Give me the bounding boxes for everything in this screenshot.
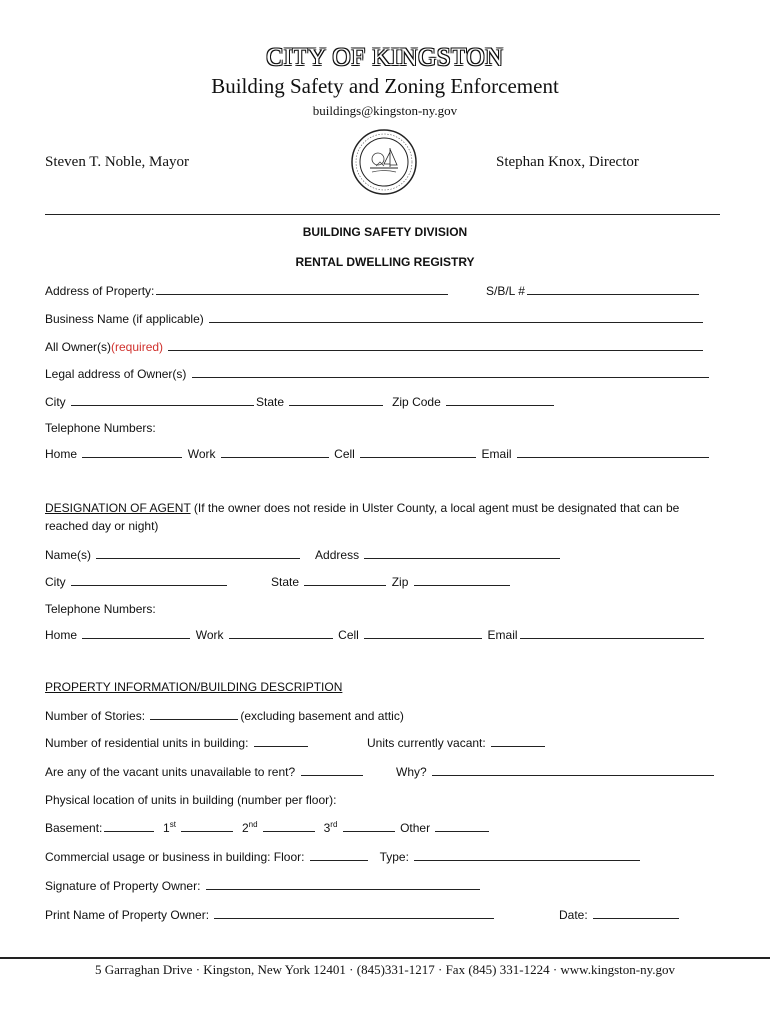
footer-divider <box>0 957 770 959</box>
third-floor-label: 3 <box>323 821 331 835</box>
division-heading: BUILDING SAFETY DIVISION <box>302 225 468 239</box>
business-name-field[interactable] <box>209 311 703 323</box>
agent-note-line-2: reached day or night) <box>45 519 159 533</box>
business-name-label: Business Name (if applicable) <box>45 312 204 326</box>
business-name-row <box>45 311 705 326</box>
why-field[interactable] <box>432 764 714 776</box>
agent-state-field[interactable] <box>304 574 386 586</box>
agent-city-field[interactable] <box>71 574 227 586</box>
physical-location-label: Physical location of units in building (number per floor): <box>45 793 337 807</box>
why-row <box>396 764 716 779</box>
first-floor-suffix: st <box>169 820 176 829</box>
owner-email-field[interactable] <box>517 446 709 458</box>
all-owners-field[interactable] <box>168 339 703 351</box>
date-label: Date: <box>559 908 588 922</box>
agent-cell-field[interactable] <box>364 627 482 639</box>
residential-units-label: Number of residential units in building: <box>45 736 249 750</box>
legal-address-row <box>45 366 711 381</box>
owner-city-field[interactable] <box>71 394 254 406</box>
all-owners-label: All Owner(s) <box>45 340 112 354</box>
form-title: RENTAL DWELLING REGISTRY <box>295 255 475 269</box>
date-row <box>559 907 681 922</box>
signature-row <box>45 878 482 893</box>
all-owners-row <box>45 339 705 354</box>
agent-phones-row <box>45 627 706 642</box>
agent-state-label: State <box>271 575 300 589</box>
sbl-field[interactable] <box>527 283 699 295</box>
owner-zip-field[interactable] <box>446 394 554 406</box>
director-name: Stephan Knox, Director <box>496 154 639 170</box>
agent-zip-label: Zip <box>391 575 409 589</box>
agent-city-row <box>45 574 229 589</box>
agent-work-label: Work <box>195 628 224 642</box>
sbl-label: S/B/L # <box>486 284 525 298</box>
footer-contact: 5 Garraghan Drive · Kingston, New York 12401 · (845)331-1217 · Fax (845) 331-1224 · www.kingston-ny.gov <box>95 962 675 977</box>
owner-home-label: Home <box>45 447 78 461</box>
agent-city-label: City <box>45 575 66 589</box>
department-name: Building Safety and Zoning Enforcement <box>211 74 559 98</box>
signature-label: Signature of Property Owner: <box>45 879 201 893</box>
commercial-type-label: Type: <box>379 850 409 864</box>
agent-note-line-1 <box>45 501 679 515</box>
residential-units-row <box>45 735 310 750</box>
agent-names-label: Name(s) <box>45 548 92 562</box>
floors-row <box>45 820 491 835</box>
agent-address-field[interactable] <box>364 547 560 559</box>
city-seal-icon <box>350 128 418 196</box>
header-divider <box>45 214 720 215</box>
third-floor-field[interactable] <box>343 820 395 832</box>
basement-label: Basement: <box>45 821 103 835</box>
stories-row <box>45 708 404 723</box>
vacant-unavailable-row <box>45 764 365 779</box>
agent-home-field[interactable] <box>82 627 190 639</box>
stories-label: Number of Stories: <box>45 709 146 723</box>
owner-telephone-heading: Telephone Numbers: <box>45 421 156 435</box>
commercial-usage-row <box>45 849 642 864</box>
agent-telephone-heading: Telephone Numbers: <box>45 602 156 616</box>
other-floor-label: Other <box>400 821 431 835</box>
third-floor-suffix: rd <box>330 820 338 829</box>
units-vacant-row <box>367 735 547 750</box>
first-floor-field[interactable] <box>181 820 233 832</box>
owner-work-label: Work <box>187 447 216 461</box>
units-vacant-label: Units currently vacant: <box>367 736 486 750</box>
owner-cell-field[interactable] <box>360 446 476 458</box>
department-email: buildings@kingston-ny.gov <box>312 103 458 118</box>
owner-home-field[interactable] <box>82 446 182 458</box>
vacant-unavailable-field[interactable] <box>301 764 363 776</box>
residential-units-field[interactable] <box>254 735 308 747</box>
print-name-row <box>45 907 496 922</box>
agent-address-label: Address <box>315 548 360 562</box>
first-floor-label: 1 <box>163 821 170 835</box>
stories-field[interactable] <box>150 708 238 720</box>
address-of-property-label: Address of Property: <box>45 284 155 298</box>
required-note: (required) <box>111 340 164 354</box>
print-name-label: Print Name of Property Owner: <box>45 908 210 922</box>
address-of-property-field[interactable] <box>156 283 448 295</box>
legal-address-label: Legal address of Owner(s) <box>45 367 187 381</box>
owner-state-field[interactable] <box>289 394 383 406</box>
other-floor-field[interactable] <box>435 820 489 832</box>
sbl-row <box>486 283 701 298</box>
agent-name-row <box>45 547 562 562</box>
agent-heading: DESIGNATION OF AGENT <box>45 501 191 515</box>
mayor-name: Steven T. Noble, Mayor <box>45 154 190 170</box>
agent-cell-label: Cell <box>338 628 359 642</box>
address-of-property-row <box>45 283 450 298</box>
owner-city-label: City <box>45 395 66 409</box>
commercial-usage-label: Commercial usage or business in building: Floor: <box>45 850 305 864</box>
owner-cell-label: Cell <box>334 447 355 461</box>
agent-zip-field[interactable] <box>414 574 510 586</box>
agent-email-label: Email <box>487 628 518 642</box>
property-heading: PROPERTY INFORMATION/BUILDING DESCRIPTION <box>45 680 343 694</box>
print-name-field[interactable] <box>214 907 494 919</box>
agent-email-field[interactable] <box>520 627 704 639</box>
agent-state-zip-row <box>271 574 512 589</box>
signature-field[interactable] <box>206 878 480 890</box>
why-label: Why? <box>396 765 427 779</box>
owner-zip-label: Zip Code <box>392 395 441 409</box>
second-floor-label: 2 <box>241 821 249 835</box>
stories-note: (excluding basement and attic) <box>240 709 404 723</box>
agent-note-text: (If the owner does not reside in Ulster County, a local agent must be designated that can be <box>193 501 680 515</box>
basement-field[interactable] <box>104 820 154 832</box>
legal-address-field[interactable] <box>192 366 709 378</box>
owner-state-label: State <box>256 395 285 409</box>
agent-names-field[interactable] <box>96 547 300 559</box>
owner-work-field[interactable] <box>221 446 329 458</box>
second-floor-field[interactable] <box>263 820 315 832</box>
vacant-unavailable-label: Are any of the vacant units unavailable to rent? <box>45 765 296 779</box>
agent-work-field[interactable] <box>229 627 333 639</box>
units-vacant-field[interactable] <box>491 735 545 747</box>
owner-city-row <box>45 394 556 409</box>
commercial-floor-field[interactable] <box>310 849 368 861</box>
owner-email-label: Email <box>481 447 512 461</box>
owner-phones-row <box>45 446 711 461</box>
second-floor-suffix: nd <box>248 820 258 829</box>
city-name: CITY OF KINGSTON <box>266 44 504 71</box>
date-field[interactable] <box>593 907 679 919</box>
agent-home-label: Home <box>45 628 78 642</box>
commercial-type-field[interactable] <box>414 849 640 861</box>
